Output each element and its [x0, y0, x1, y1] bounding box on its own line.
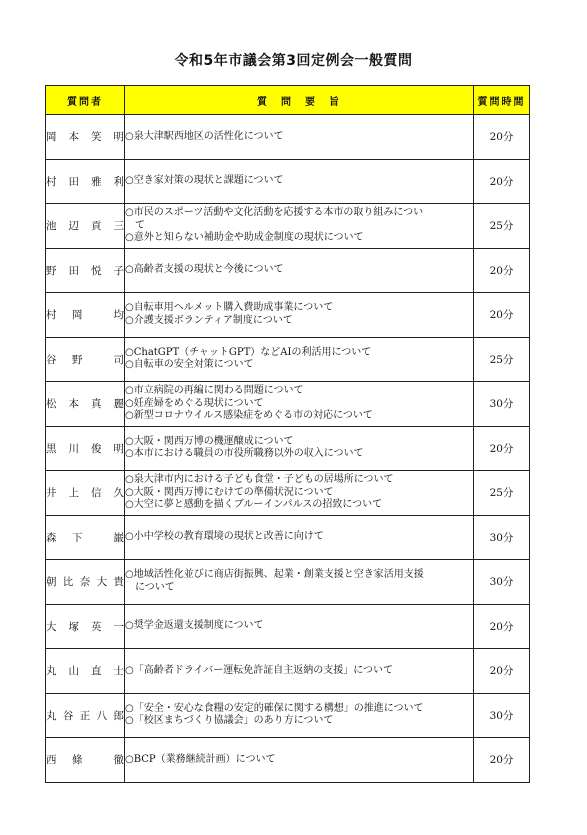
topic-item: ○泉大津市内における子ども食堂・子どもの居場所について	[125, 474, 394, 485]
table-row	[46, 115, 530, 160]
question-schedule-table	[45, 85, 530, 783]
name-char: 明	[113, 442, 124, 455]
topic-item: て	[125, 219, 145, 231]
topic-item: ○意外と知らない補助金や助成金制度の現状について	[125, 232, 364, 243]
question-time: 30分	[474, 693, 530, 738]
name-char: 信	[91, 487, 102, 500]
topic-item: ○地域活性化並びに商店街振興、起業・創業支援と空き家活用支援	[125, 569, 424, 581]
name-char: 利	[113, 175, 124, 188]
name-char: 大	[46, 620, 57, 633]
name-char: 奈	[79, 576, 91, 589]
question-time: 20分	[474, 115, 530, 160]
topic-item: ○小中学校の教育環境の現状と改善に向けて	[125, 531, 324, 542]
question-time: 20分	[474, 293, 530, 338]
name-char: 井	[46, 487, 57, 500]
name-char: 田	[68, 264, 79, 277]
table-row	[46, 426, 530, 471]
topic-item: ○大空に夢と感動を描くブルーインパルスの招致について	[125, 499, 383, 510]
name-char: 村	[46, 175, 57, 188]
question-time: 25分	[474, 204, 530, 249]
page-title: 令和5年市議会第3回定例会一般質問	[174, 53, 413, 69]
topic-item: ○「校区まちづくり協議会」のあり方について	[125, 715, 334, 727]
table-row	[46, 515, 530, 560]
name-char: 野	[46, 264, 57, 277]
header-questioner: 質問者	[46, 86, 125, 115]
name-char: 巌	[113, 531, 124, 544]
name-char: 黒	[46, 442, 57, 455]
topic-item: ○市立病院の再編に関わる問題について	[125, 385, 304, 396]
name-char: 丸	[46, 665, 57, 678]
question-time: 30分	[474, 515, 530, 560]
name-char: 徹	[113, 754, 124, 767]
question-topics	[125, 738, 474, 783]
topic-item: ○自転車用ヘルメット購入費助成事業について	[125, 302, 334, 314]
topic-item: ○「高齢者ドライバー運転免許証自主返納の支援」について	[125, 664, 394, 676]
table-row	[46, 738, 530, 783]
name-char: 子	[113, 264, 124, 277]
name-char: 直	[91, 665, 102, 678]
question-time: 20分	[474, 604, 530, 649]
questioner-name	[46, 382, 125, 427]
question-time: 30分	[474, 560, 530, 605]
table-row	[46, 293, 530, 338]
topic-item: について	[125, 581, 175, 593]
name-char: 塚	[68, 620, 79, 633]
question-topics	[125, 426, 474, 471]
name-char: 田	[68, 175, 79, 188]
name-char: 西	[46, 754, 57, 767]
name-char: 三	[113, 220, 124, 233]
table-row	[46, 382, 530, 427]
name-char: 比	[62, 576, 74, 589]
name-char: 一	[113, 620, 124, 633]
question-topics	[125, 115, 474, 160]
name-char: 久	[113, 487, 124, 500]
question-time: 20分	[474, 248, 530, 293]
question-topics	[125, 560, 474, 605]
questioner-name	[46, 515, 125, 560]
topic-item: ○ChatGPT（チャットGPT）などAIの利活用について	[125, 346, 372, 358]
header-topics: 質 問 要 旨	[125, 86, 474, 115]
name-char: 郎	[113, 709, 124, 722]
header-time: 質問時間	[474, 86, 530, 115]
topic-item: ○泉大津駅西地区の活性化について	[125, 130, 284, 142]
questioner-name	[46, 693, 125, 738]
questioner-name	[46, 560, 125, 605]
name-char: 下	[72, 531, 83, 544]
name-char: 上	[68, 487, 79, 500]
topic-item: ○空き家対策の現状と課題について	[125, 175, 284, 186]
questioner-name	[46, 471, 125, 516]
name-char: 森	[46, 531, 57, 544]
name-char: 條	[72, 754, 83, 767]
topic-item: ○新型コロナウイルス感染症をめぐる市の対応について	[125, 410, 373, 421]
name-char: 俊	[91, 442, 102, 455]
table-row	[46, 159, 530, 204]
name-char: 士	[113, 665, 124, 678]
question-time: 20分	[474, 159, 530, 204]
table-row	[46, 604, 530, 649]
questioner-name	[46, 604, 125, 649]
name-char: 岡	[46, 131, 57, 144]
name-char: 谷	[46, 353, 57, 366]
table-header-row	[46, 86, 530, 115]
name-char: 大	[96, 576, 108, 589]
question-topics	[125, 159, 474, 204]
questioner-name	[46, 738, 125, 783]
table-row	[46, 471, 530, 516]
question-time: 20分	[474, 738, 530, 783]
topic-item: ○本市における職員の市役所職務以外の収入について	[125, 448, 364, 460]
question-topics	[125, 204, 474, 249]
topic-item: ○大阪・関西万博にむけての準備状況について	[125, 486, 334, 498]
name-char: 麗	[113, 398, 124, 411]
name-char: 辺	[68, 220, 79, 233]
name-char: 岡	[72, 309, 83, 322]
topic-item: ○介護支援ボランティア制度について	[125, 314, 293, 326]
name-char: 雅	[91, 175, 102, 188]
question-time: 25分	[474, 337, 530, 382]
topic-item: ○大阪・関西万博の機運醸成について	[125, 435, 294, 447]
name-char: 川	[68, 442, 79, 455]
name-char: 谷	[62, 709, 74, 722]
question-topics	[125, 293, 474, 338]
questioner-name	[46, 115, 125, 160]
name-char: 笑	[91, 131, 102, 144]
question-topics	[125, 337, 474, 382]
name-char: 朝	[46, 576, 57, 589]
question-topics	[125, 515, 474, 560]
name-char: 池	[46, 220, 57, 233]
name-char: 野	[72, 353, 83, 366]
question-time: 30分	[474, 382, 530, 427]
name-char: 真	[91, 398, 102, 411]
name-char: 村	[46, 309, 57, 322]
name-char: 八	[96, 709, 108, 722]
question-topics	[125, 382, 474, 427]
questioner-name	[46, 159, 125, 204]
topic-item: ○奨学金返還支援制度について	[125, 620, 264, 631]
table-row	[46, 204, 530, 249]
topic-item: ○妊産婦をめぐる現状について	[125, 397, 264, 409]
name-char: 本	[68, 131, 79, 144]
questioner-name	[46, 649, 125, 694]
topic-item: ○自転車の安全対策について	[125, 359, 254, 371]
name-char: 正	[79, 709, 91, 722]
topic-item: ○「安全・安心な食糧の安定的確保に関する構想」の推進について	[125, 702, 424, 714]
table-row	[46, 560, 530, 605]
question-topics	[125, 248, 474, 293]
name-char: 明	[113, 131, 124, 144]
name-char: 丸	[46, 709, 57, 722]
table-row	[46, 649, 530, 694]
questioner-name	[46, 337, 125, 382]
question-topics	[125, 471, 474, 516]
question-time: 20分	[474, 649, 530, 694]
questioner-name	[46, 293, 125, 338]
name-char: 本	[68, 398, 79, 411]
topic-item: ○高齢者支援の現状と今後について	[125, 264, 284, 275]
table-row	[46, 337, 530, 382]
question-topics	[125, 649, 474, 694]
topic-item: ○BCP（業務継続計画）について	[125, 753, 276, 765]
question-topics	[125, 693, 474, 738]
question-time: 20分	[474, 426, 530, 471]
name-char: 悦	[91, 264, 102, 277]
name-char: 松	[46, 398, 57, 411]
questioner-name	[46, 248, 125, 293]
name-char: 英	[91, 620, 102, 633]
table-row	[46, 248, 530, 293]
name-char: 均	[113, 309, 124, 322]
name-char: 貴	[113, 576, 124, 589]
name-char: 山	[68, 665, 79, 678]
topic-item: ○市民のスポーツ活動や文化活動を応援する本市の取り組みについ	[125, 207, 424, 218]
question-topics	[125, 604, 474, 649]
questioner-name	[46, 204, 125, 249]
question-time: 25分	[474, 471, 530, 516]
name-char: 貢	[91, 220, 102, 233]
name-char: 司	[113, 353, 124, 366]
table-row	[46, 693, 530, 738]
questioner-name	[46, 426, 125, 471]
